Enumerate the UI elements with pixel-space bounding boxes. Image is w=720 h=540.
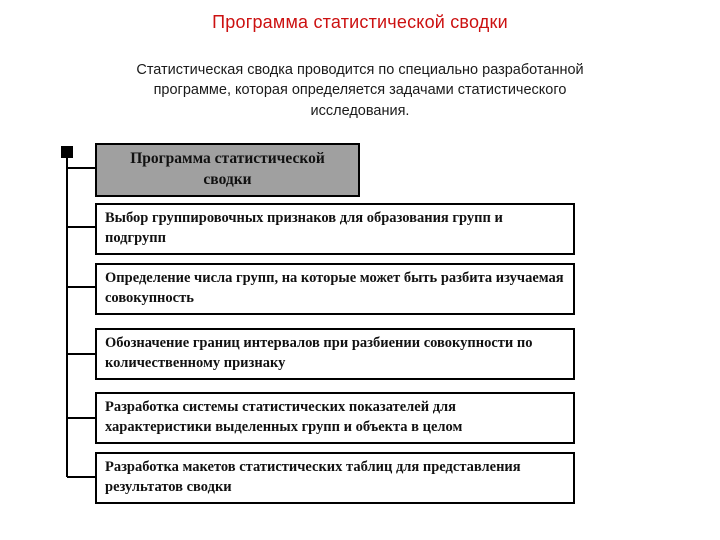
diagram-step-box: Обозначение границ интервалов при разбиении совокупности по количественному признаку bbox=[95, 328, 575, 380]
connector-line bbox=[67, 226, 95, 228]
connector-line bbox=[67, 286, 95, 288]
diagram-step-box: Разработка макетов статистических таблиц для представления результатов сводки bbox=[95, 452, 575, 504]
intro-paragraph: Статистическая сводка проводится по специально разработанной программе, которая определяется задачами статистического исследования. bbox=[136, 62, 584, 119]
diagram-step-box: Выбор группировочных признаков для образования групп и подгрупп bbox=[95, 203, 575, 255]
connector-line bbox=[67, 476, 95, 478]
page-title: Программа статистической сводки bbox=[212, 12, 508, 32]
connector-line bbox=[67, 417, 95, 419]
connector-line bbox=[67, 167, 95, 169]
diagram-step-box: Определение числа групп, на которые может быть разбита изучаемая совокупность bbox=[95, 263, 575, 315]
connector-line bbox=[67, 353, 95, 355]
diagram-header-box: Программа статистической сводки bbox=[95, 143, 360, 197]
diagram-vertical-line bbox=[66, 152, 68, 477]
diagram-step-box: Разработка системы статистических показателей для характеристики выделенных групп и объекта в целом bbox=[95, 392, 575, 444]
